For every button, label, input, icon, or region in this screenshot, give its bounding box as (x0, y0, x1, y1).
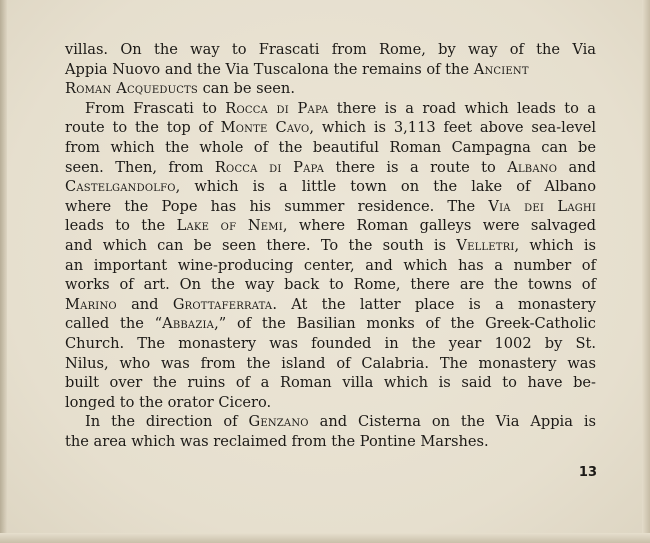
text-run: route to the top of (65, 119, 221, 137)
text-line (65, 256, 596, 276)
text-run: and (557, 158, 596, 176)
page-edge-right (642, 0, 650, 543)
text-run: From Frascati to (85, 99, 226, 117)
text-line (65, 177, 596, 197)
text-line (65, 197, 596, 217)
small-caps-term: Abbazia (162, 315, 215, 333)
text-run: villas. On the way to Frascati from Rome, by way of the Via (65, 41, 596, 58)
text-line (65, 158, 596, 178)
text-line (65, 216, 596, 236)
text-run: longed to the orator Cicero. (65, 393, 272, 411)
text-line (65, 432, 596, 452)
small-caps-term: Monte Cavo (220, 119, 310, 137)
text-run: called the “ (65, 315, 163, 333)
text-run: can be seen. (197, 80, 295, 98)
text-run: built over the ruins of a Roman villa which is said to have be- (65, 374, 596, 392)
text-run: and which can be seen there. To the south is (65, 236, 457, 254)
text-run: , where Roman galleys were salvaged (282, 217, 596, 235)
text-run: there is a road which leads to a (328, 99, 596, 117)
small-caps-term: Via dei Laghi (488, 197, 596, 215)
text-line (65, 138, 596, 158)
small-caps-term: Marino (65, 295, 117, 313)
small-caps-term: Albano (507, 158, 558, 176)
text-run: Church. The monastery was founded in the year 1002 by St. (65, 334, 596, 352)
text-run: the area which was reclaimed from the Pontine Marshes. (65, 432, 489, 450)
text-line (65, 373, 596, 393)
page-edge-bottom (0, 533, 650, 543)
small-caps-term: Castelgandolfo (65, 178, 176, 196)
text-run: ,” of the Basilian monks of the Greek-Catholic (214, 315, 596, 333)
text-line (65, 393, 596, 413)
page-number: 13 (578, 465, 597, 480)
small-caps-term: Velletri (456, 236, 515, 254)
small-caps-term: Grottaferrata (172, 295, 273, 313)
text-run: from which the whole of the beautiful Roman Campagna can be (65, 138, 596, 156)
text-line (65, 314, 596, 334)
text-line (65, 334, 596, 354)
text-run: Appia Nuovo and the Via Tuscalona the remains of the (65, 60, 474, 78)
text-line (65, 60, 596, 80)
text-line (65, 99, 596, 119)
text-line (65, 354, 596, 374)
text-line (65, 40, 596, 60)
text-run: , which is a little town on the lake of Albano (175, 178, 596, 196)
text-run: leads to the (65, 217, 177, 235)
small-caps-term: Rocca di Papa (214, 158, 325, 176)
small-caps-term: Ancient (473, 60, 529, 78)
text-run: and (116, 295, 173, 313)
text-line (65, 275, 596, 295)
small-caps-term: Roman Acqueducts (65, 80, 198, 98)
small-caps-term: Rocca di Papa (225, 99, 329, 117)
text-run: , which is 3,113 feet above sea-level (309, 119, 596, 137)
text-run: Nilus, who was from the island of Calabria. The monastery was (65, 354, 596, 372)
body-text (65, 40, 596, 451)
small-caps-term: Lake of Nemi (176, 217, 283, 235)
text-run: , which is (514, 236, 596, 254)
text-run: where the Pope has his summer residence. The (65, 197, 489, 215)
text-run: seen. Then, from (65, 158, 215, 176)
text-run: there is a route to (324, 158, 508, 176)
page-edge-left (0, 0, 7, 543)
text-line (65, 412, 596, 432)
text-line (65, 118, 596, 138)
text-run: works of art. On the way back to Rome, there are the towns of (65, 276, 596, 294)
text-run: and Cisterna on the Via Appia is (308, 413, 596, 431)
text-run: an important wine-producing center, and which has a number of (65, 256, 596, 274)
text-run: . At the latter place is a monastery (272, 295, 596, 313)
text-line (65, 295, 596, 315)
small-caps-term: Genzano (248, 413, 309, 431)
text-line (65, 79, 596, 99)
text-line (65, 236, 596, 256)
text-run: In the direction of (85, 413, 249, 431)
